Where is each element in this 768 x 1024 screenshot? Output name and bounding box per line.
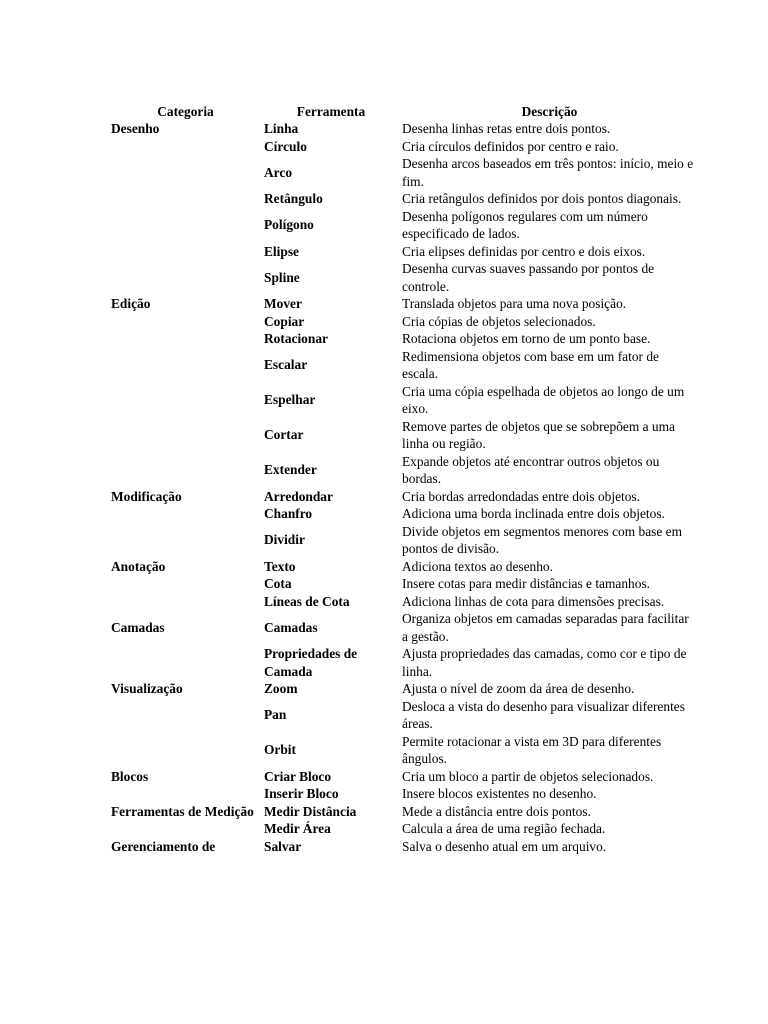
category-cell [109,155,262,190]
tool-cell: Extender [264,462,317,478]
table-row [109,488,699,506]
table-row [109,523,699,558]
category-cell: Edição [111,296,151,311]
table-row [109,313,699,331]
table-row [109,803,699,821]
category-cell [109,418,262,453]
table-row [109,190,699,208]
description-cell: Insere blocos existentes no desenho. [402,786,597,801]
category-cell [109,453,262,488]
tool-cell: Polígono [264,217,314,233]
tool-cell: Texto [264,558,296,574]
tool-cell: Salvar [264,838,302,854]
description-cell: Cria retângulos definidos por dois pontos diagonais. [402,191,682,206]
table-row [109,260,699,295]
table-row [109,418,699,453]
description-cell: Cria uma cópia espelhada de objetos ao longo de um eixo. [402,383,685,416]
tool-cell: Mover [264,296,302,311]
category-cell [109,733,262,768]
tool-cell: Dividir [264,532,305,548]
category-cell: Modificação [111,488,182,504]
description-cell: Adiciona uma borda inclinada entre dois objetos. [402,506,665,521]
description-cell: Cria um bloco a partir de objetos selecionados. [402,768,654,784]
table-row [109,698,699,733]
tool-cell: Espelhar [264,392,316,408]
table-row [109,680,699,698]
tool-cell: Camadas [264,619,318,635]
table-row [109,383,699,418]
tool-cell: Medir Área [264,821,331,836]
description-cell: Desenha curvas suaves passando por pontos de controle. [402,261,655,294]
tool-cell: Escalar [264,357,308,373]
category-cell [109,330,262,348]
table-row [109,785,699,803]
category-cell [109,785,262,803]
table-row [109,558,699,576]
category-cell [109,523,262,558]
category-cell: Desenho [111,121,160,136]
tool-cell: Criar Bloco [264,768,332,784]
description-cell: Desenha linhas retas entre dois pontos. [402,121,611,136]
tool-cell: Arredondar [264,488,333,504]
header-ferramenta: Ferramenta [296,104,366,119]
description-cell: Cria elipses definidas por centro e dois eixos. [402,243,646,259]
tool-cell: Copiar [264,313,305,329]
table-row [109,243,699,261]
description-cell: Adiciona linhas de cota para dimensões precisas. [402,593,665,609]
description-cell: Mede a distância entre dois pontos. [402,803,591,819]
category-cell [109,243,262,261]
description-cell: Redimensiona objetos com base em um fator de escala. [402,348,659,381]
description-cell: Ajusta propriedades das camadas, como cor e tipo de linha. [402,646,687,679]
category-cell [109,138,262,156]
description-cell: Adiciona textos ao desenho. [402,558,553,574]
description-cell: Cria cópias de objetos selecionados. [402,313,596,329]
category-cell: Camadas [111,619,165,635]
table-row [109,820,699,838]
category-cell [109,505,262,523]
table-row [109,645,699,680]
category-cell: Anotação [111,558,166,574]
table-row [109,505,699,523]
tool-cell: Elipse [264,243,299,259]
tool-cell: Zoom [264,681,298,696]
category-cell [109,698,262,733]
table-row [109,348,699,383]
tool-cell: Orbit [264,742,296,758]
category-cell [109,645,262,680]
description-cell: Insere cotas para medir distâncias e tamanhos. [402,576,651,591]
tool-cell: Líneas de Cota [264,593,350,609]
description-cell: Translada objetos para uma nova posição. [402,296,627,311]
description-cell: Desloca a vista do desenho para visualizar diferentes áreas. [402,698,685,731]
description-cell: Expande objetos até encontrar outros objetos ou bordas. [402,453,660,486]
table-row [109,593,699,611]
description-cell: Calcula a área de uma região fechada. [402,821,606,836]
category-cell [109,348,262,383]
description-cell: Remove partes de objetos que se sobrepõem a uma linha ou região. [402,418,675,451]
table-row [109,138,699,156]
tool-cell: Círculo [264,138,307,154]
category-cell [109,208,262,243]
header-categoria: Categoria [157,104,214,119]
header-row [109,103,699,120]
tool-cell: Propriedades de Camada [264,646,358,679]
tool-cell: Linha [264,121,299,136]
tool-cell: Medir Distância [264,803,357,819]
table-row [109,330,699,348]
tool-cell: Spline [264,269,300,285]
tool-cell: Arco [264,164,293,180]
category-cell [109,313,262,331]
table-row [109,733,699,768]
category-cell [109,575,262,593]
description-cell: Divide objetos em segmentos menores com base em pontos de divisão. [402,523,683,556]
table-row [109,768,699,786]
description-cell: Cria círculos definidos por centro e raio. [402,138,619,154]
table-row [109,575,699,593]
tool-cell: Inserir Bloco [264,786,339,801]
tool-cell: Pan [264,707,287,723]
table-row [109,610,699,645]
table-header [109,103,699,120]
category-cell: Ferramentas de Medição [111,803,254,819]
category-cell [109,260,262,295]
description-cell: Cria bordas arredondadas entre dois objetos. [402,488,640,504]
description-cell: Desenha arcos baseados em três pontos: início, meio e fim. [402,156,694,189]
description-cell: Organiza objetos em camadas separadas para facilitar a gestão. [402,611,689,644]
tool-cell: Cortar [264,427,304,443]
category-cell: Blocos [111,768,149,784]
category-cell [109,190,262,208]
category-cell [109,820,262,838]
table-row [109,120,699,138]
table-body [109,120,699,855]
table-row [109,453,699,488]
description-cell: Ajusta o nível de zoom da área de desenho. [402,681,635,696]
description-cell: Salva o desenho atual em um arquivo. [402,838,607,854]
tool-cell: Retângulo [264,191,323,206]
table-row [109,208,699,243]
table-row [109,838,699,856]
table-row [109,155,699,190]
category-cell [109,383,262,418]
table-row [109,295,699,313]
tool-cell: Chanfro [264,506,313,521]
description-cell: Permite rotacionar a vista em 3D para diferentes ângulos. [402,733,662,766]
tool-cell: Cota [264,576,292,591]
tools-table [109,103,699,855]
category-cell [109,593,262,611]
tool-cell: Rotacionar [264,331,328,346]
description-cell: Desenha polígonos regulares com um número especificado de lados. [402,208,648,241]
description-cell: Rotaciona objetos em torno de um ponto base. [402,331,651,346]
category-cell: Gerenciamento de [111,838,216,854]
category-cell: Visualização [111,681,183,696]
header-descricao: Descrição [521,104,578,119]
